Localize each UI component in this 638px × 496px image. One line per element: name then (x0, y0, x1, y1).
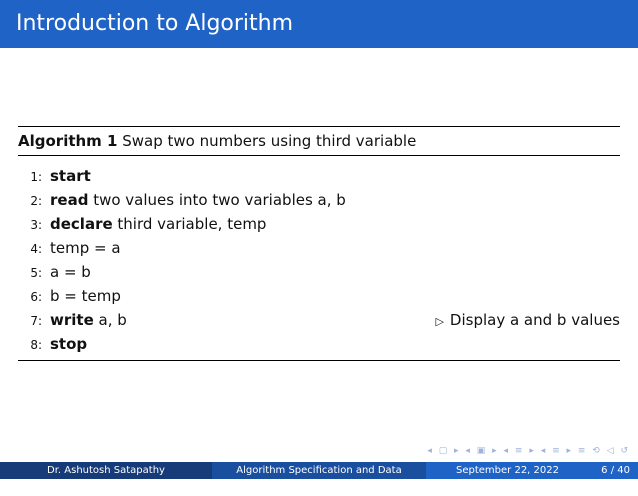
footer-page-number: 6 / 40 (601, 465, 630, 476)
algorithm-caption-text: Swap two numbers using third variable (122, 132, 417, 150)
line-keyword: read (50, 191, 89, 209)
line-number: 3: (30, 218, 42, 232)
algorithm-line (18, 212, 620, 236)
algorithm-label: Algorithm 1 (18, 132, 118, 150)
line-number: 4: (30, 242, 42, 256)
algorithm-line (18, 164, 620, 188)
algorithm-line (18, 308, 620, 332)
line-keyword: start (50, 167, 91, 185)
line-text: temp = a (50, 239, 121, 257)
line-keyword: stop (50, 335, 88, 353)
algorithm-line (18, 260, 620, 284)
algorithm-line (18, 188, 620, 212)
line-number: 8: (30, 338, 42, 352)
line-number: 6: (30, 290, 42, 304)
bottom-rule (18, 360, 620, 361)
algorithm-line (18, 284, 620, 308)
comment-text: Display a and b values (449, 311, 620, 329)
line-number: 2: (30, 194, 42, 208)
line-keyword: declare (50, 215, 113, 233)
footer-right (426, 462, 638, 479)
line-text: a, b (93, 311, 127, 329)
algorithm-caption (18, 127, 620, 151)
line-text: third variable, temp (112, 215, 267, 233)
line-text: a = b (50, 263, 91, 281)
line-number: 5: (30, 266, 42, 280)
slide-title: Introduction to Algorithm (16, 11, 294, 36)
algorithm-lines (18, 164, 620, 356)
algorithm-line (18, 236, 620, 260)
line-number: 7: (30, 314, 42, 328)
footer-topic: Algorithm Specification and Data Abstraction (212, 462, 426, 479)
beamer-navigation-icons[interactable]: ◂ ▢ ▸ ◂ ▣ ▸ ◂ ≡ ▸ ◂ ≡ ▸ ≡ ⟲ ◁ ↺ (427, 446, 630, 456)
slide-title-bar (0, 0, 638, 48)
line-text: two values into two variables a, b (88, 191, 346, 209)
algorithm-block (18, 126, 620, 156)
line-keyword: write (50, 311, 94, 329)
slide-footer (0, 462, 638, 493)
algorithm-line (18, 332, 620, 356)
footer-author: Dr. Ashutosh Satapathy (0, 462, 212, 479)
caption-rule (18, 155, 620, 156)
line-number: 1: (30, 170, 42, 184)
footer-date: September 22, 2022 (456, 465, 559, 476)
line-text: b = temp (50, 287, 121, 305)
line-comment (435, 308, 620, 334)
comment-triangle-icon: ▷ (435, 315, 444, 328)
